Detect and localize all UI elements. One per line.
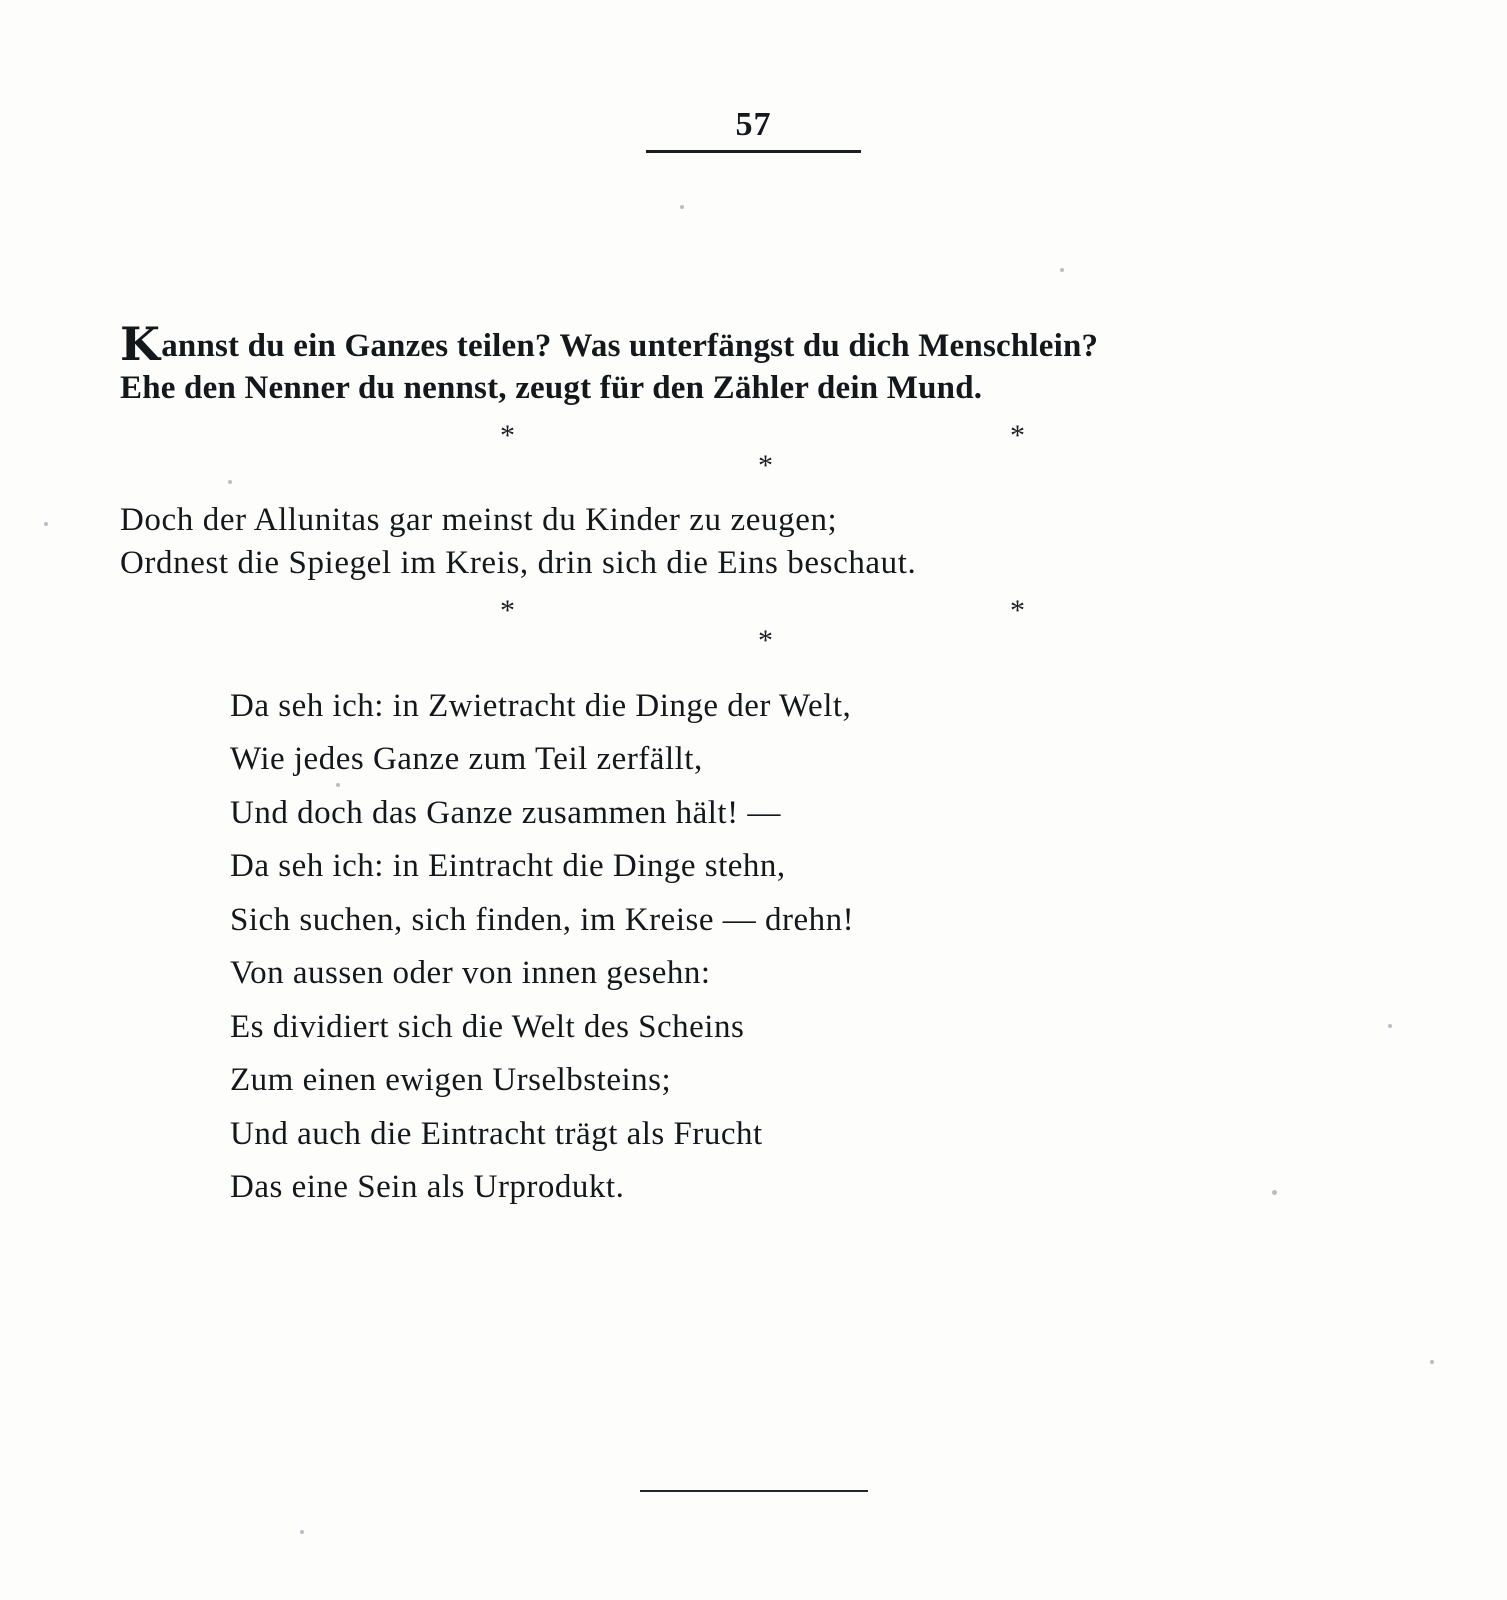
- header-rule: [646, 150, 861, 153]
- verse-line: Und doch das Ganze zusammen hält! —: [230, 794, 781, 831]
- verse-line: Ordnest die Spiegel im Kreis, drin sich die Eins beschaut.: [120, 544, 917, 581]
- asterisk-icon: *: [1010, 419, 1025, 453]
- verse-line: Es dividiert sich die Welt des Scheins: [230, 1008, 745, 1045]
- scan-speckle: [44, 522, 48, 526]
- stanza-1: [120, 317, 1397, 409]
- asterisk-icon: *: [758, 449, 773, 483]
- stanza-2: [120, 499, 1397, 583]
- asterisk-icon: *: [500, 419, 515, 453]
- verse-line: Doch der Allunitas gar meinst du Kinder zu zeugen;: [120, 502, 838, 539]
- verse-line: Zum einen ewigen Urselbsteins;: [230, 1062, 672, 1099]
- page-header: [0, 108, 1507, 153]
- page-number: 57: [735, 106, 772, 143]
- drop-cap: K: [120, 317, 161, 371]
- footer-rule: [640, 1490, 868, 1492]
- verse-line: Ehe den Nenner du nennst, zeugt für den Zähler dein Mund.: [120, 370, 983, 407]
- verse-line: Da seh ich: in Eintracht die Dinge stehn,: [230, 848, 786, 885]
- verse-line: [120, 317, 1397, 371]
- verse-line: Das eine Sein als Urprodukt.: [230, 1169, 625, 1206]
- asterisk-separator: [120, 590, 1397, 664]
- scan-speckle: [680, 205, 684, 209]
- asterisk-icon: *: [758, 623, 773, 657]
- asterisk-separator: [120, 415, 1397, 489]
- scan-speckle: [300, 1530, 304, 1534]
- asterisk-icon: *: [1010, 593, 1025, 627]
- verse-text: annst du ein Ganzes teilen? Was unterfängst du dich Menschlein?: [161, 328, 1099, 364]
- poem-body: [120, 317, 1397, 1214]
- scan-speckle: [1430, 1360, 1434, 1364]
- verse-line: Und auch die Eintracht trägt als Frucht: [230, 1115, 763, 1152]
- scan-speckle: [1060, 268, 1064, 272]
- verse-line: Sich suchen, sich finden, im Kreise — drehn!: [230, 901, 855, 938]
- verse-line: Wie jedes Ganze zum Teil zerfällt,: [230, 741, 703, 778]
- stanza-3: [120, 680, 1397, 1215]
- verse-line: Von aussen oder von innen gesehn:: [230, 955, 711, 992]
- asterisk-icon: *: [500, 593, 515, 627]
- verse-line: Da seh ich: in Zwietracht die Dinge der Welt,: [230, 687, 852, 724]
